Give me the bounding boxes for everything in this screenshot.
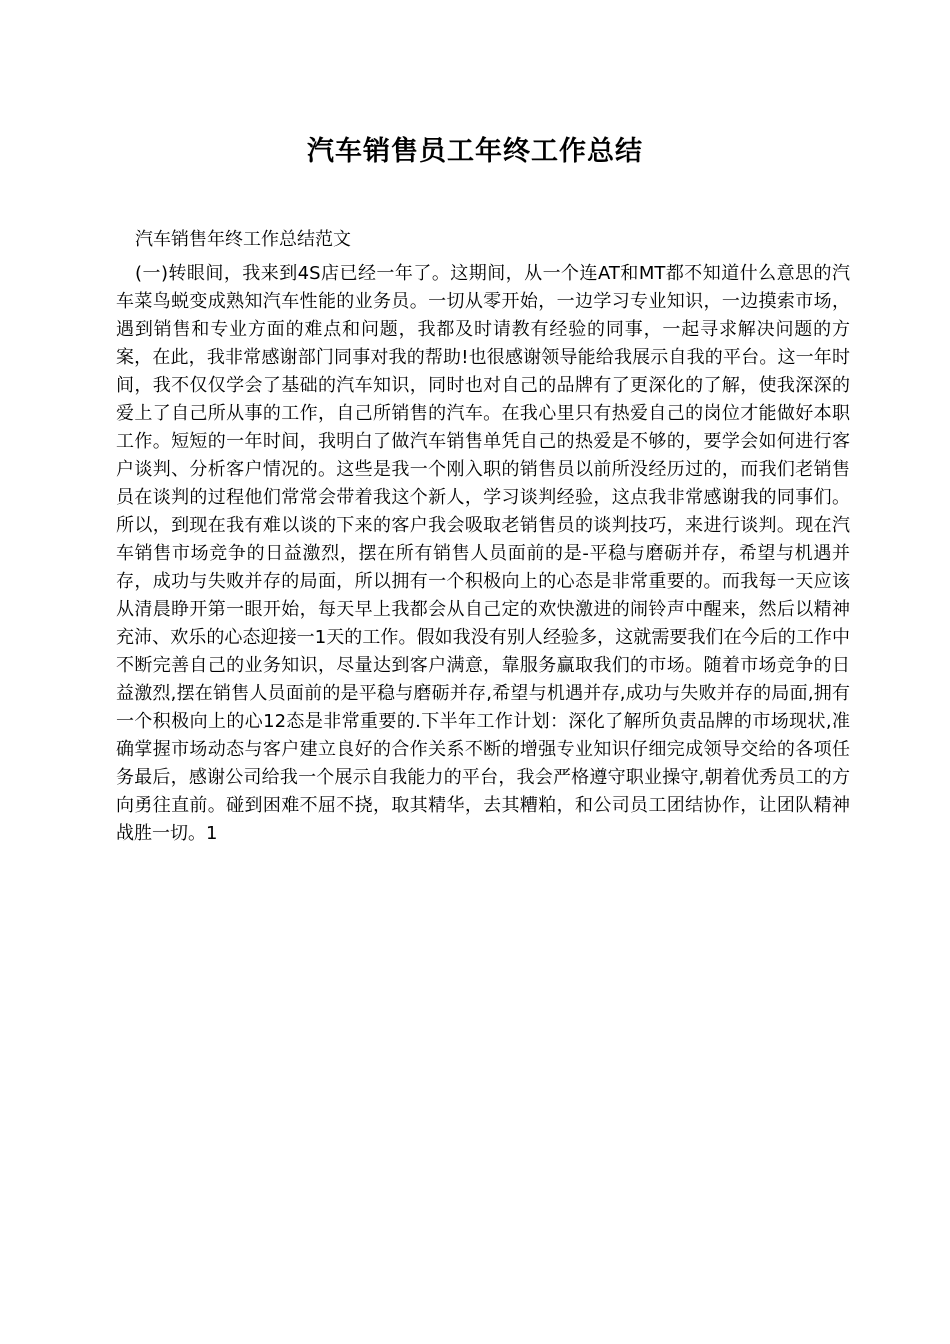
document-title: 汽车销售员工年终工作总结 [307, 136, 643, 167]
document-body-paragraph: (一)转眼间，我来到4S店已经一年了。这期间，从一个连AT和MT都不知道什么意思的汽车菜鸟蜕变成熟知汽车性能的业务员。一切从零开始，一边学习专业知识，一边摸索市场，遇到销售和专业方面的难点和问题，我都及时请教有经验的同事，一起寻求解决问题的方案，在此，我非常感谢部门同事对我的帮助!也很感谢领导能给我展示自我的平台。这一年时间，我不仅仅学会了基础的汽车知识，同时也对自己的品牌有了更深化的了解，使我深深的爱上了自己所从事的工作，自己所销售的汽车。在我心里只有热爱自己的岗位才能做好本职工作。短短的一年时间，我明白了做汽车销售单凭自己的热爱是不够的，要学会如何进行客户谈判、分析客户情况的。这些是我一个刚入职的销售员以前所没经历过的，而我们老销售员在谈判的过程他们常常会带着我这个新人，学习谈判经验，这点我非常感谢我的同事们。所以，到现在我有难以谈的下来的客户我会吸取老销售员的谈判技巧，来进行谈判。现在汽车销售市场竞争的日益激烈，摆在所有销售人员面前的是-平稳与磨砺并存，希望与机遇并存，成功与失败并存的局面，所以拥有一个积极向上的心态是非常重要的。而我每一天应该从清晨睁开第一眼开始，每天早上我都会从自己定的欢快激进的闹铃声中醒来，然后以精神充沛、欢乐的心态迎接一1天的工作。假如我没有别人经验多，这就需要我们在今后的工作中不断完善自己的业务知识，尽量达到客户满意，靠服务赢取我们的市场。随着市场竞争的日益激烈,摆在销售人员面前的是平稳与磨砺并存,希望与机遇并存,成功与失败并存的局面,拥有一个积极向上的心12态是非常重要的.下半年工作计划：深化了解所负责品牌的市场现状,准确掌握市场动态与客户建立良好的合作关系不断的增强专业知识仔细完成领导交给的各项任务最后，感谢公司给我一个展示自我能力的平台，我会严格遵守职业操守,朝着优秀员工的方向勇往直前。碰到困难不屈不挠，取其精华，去其糟粕，和公司员工团结协作，让团队精神战胜一切。1 [116, 263, 850, 844]
document-subtitle: 汽车销售年终工作总结范文 [135, 229, 351, 250]
